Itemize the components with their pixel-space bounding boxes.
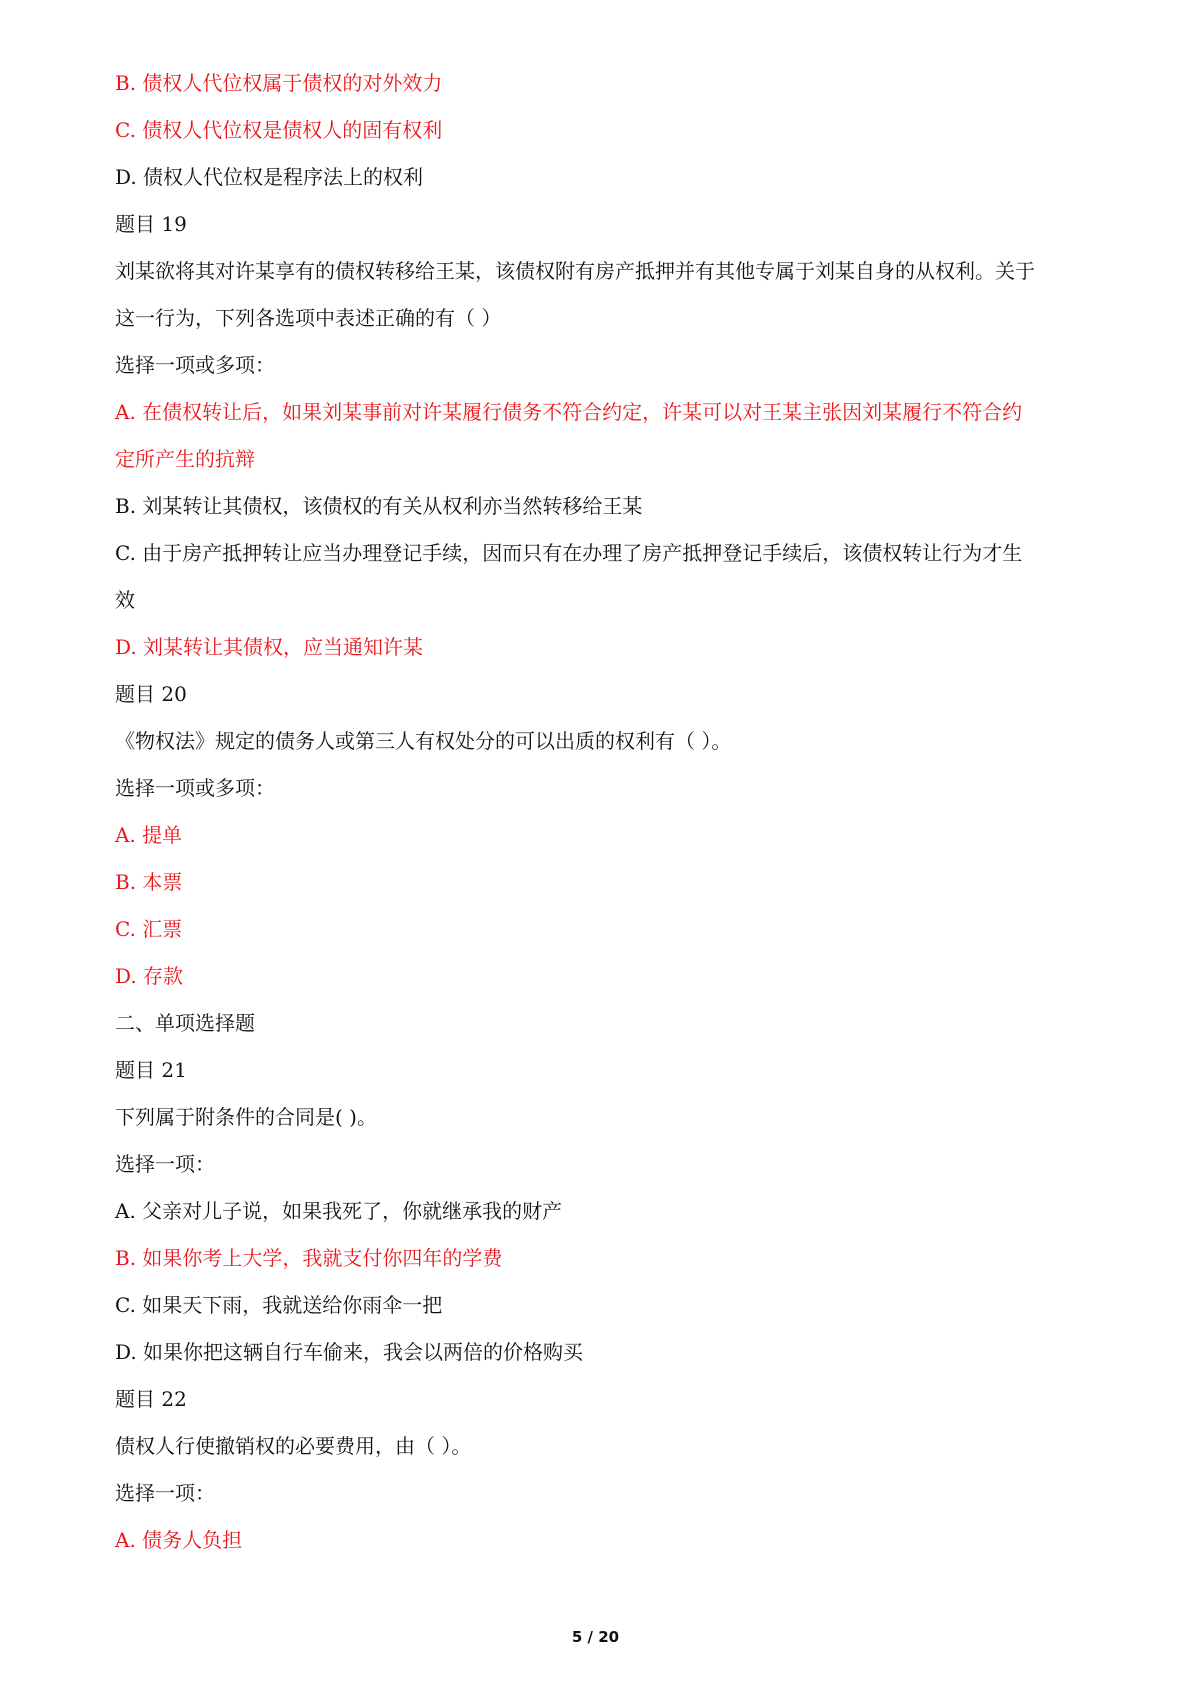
text-line: 选择一项或多项：	[115, 353, 275, 377]
answer-line: A. 在债权转让后，如果刘某事前对许某履行债务不符合约定，许某可以对王某主张因刘某履行不符合约	[115, 400, 1023, 424]
text-line: 二、单项选择题	[115, 1011, 255, 1035]
text-line: 这一行为，下列各选项中表述正确的有（ ）	[115, 306, 502, 330]
answer-line: C. 债权人代位权是债权人的固有权利	[115, 118, 443, 142]
answer-line: C. 汇票	[115, 917, 183, 941]
answer-line: B. 债权人代位权属于债权的对外效力	[115, 71, 443, 95]
document-body	[115, 60, 1095, 1564]
page-number: 5 / 20	[571, 1628, 620, 1646]
text-line: 选择一项或多项：	[115, 776, 275, 800]
answer-line: A. 债务人负担	[115, 1528, 243, 1552]
text-line: 下列属于附条件的合同是( )。	[115, 1105, 377, 1129]
answer-line: B. 如果你考上大学，我就支付你四年的学费	[115, 1246, 503, 1270]
answer-line: D. 存款	[115, 964, 184, 988]
answer-line: B. 本票	[115, 870, 183, 894]
text-line: C. 如果天下雨，我就送给你雨伞一把	[115, 1293, 443, 1317]
text-line: 《物权法》规定的债务人或第三人有权处分的可以出质的权利有（ ）。	[115, 729, 732, 753]
text-line: 效	[115, 588, 135, 612]
text-line: A. 父亲对儿子说，如果我死了，你就继承我的财产	[115, 1199, 563, 1223]
text-line: D. 如果你把这辆自行车偷来，我会以两倍的价格购买	[115, 1340, 584, 1364]
text-line: 选择一项：	[115, 1481, 215, 1505]
answer-line: D. 刘某转让其债权，应当通知许某	[115, 635, 424, 659]
text-line: 刘某欲将其对许某享有的债权转移给王某，该债权附有房产抵押并有其他专属于刘某自身的从权利。关于	[115, 259, 1035, 283]
answer-line: 定所产生的抗辩	[115, 447, 255, 471]
text-line: C. 由于房产抵押转让应当办理登记手续，因而只有在办理了房产抵押登记手续后，该债权转让行为才生	[115, 541, 1023, 565]
text-line: 题目 19	[115, 212, 187, 236]
text-line: 题目 22	[115, 1387, 187, 1411]
text-line: 选择一项：	[115, 1152, 215, 1176]
text-line: 题目 21	[115, 1058, 187, 1082]
text-line: D. 债权人代位权是程序法上的权利	[115, 165, 424, 189]
text-line: B. 刘某转让其债权，该债权的有关从权利亦当然转移给王某	[115, 494, 643, 518]
text-line: 题目 20	[115, 682, 187, 706]
answer-line: A. 提单	[115, 823, 183, 847]
text-line: 债权人行使撤销权的必要费用，由（ ）。	[115, 1434, 472, 1458]
